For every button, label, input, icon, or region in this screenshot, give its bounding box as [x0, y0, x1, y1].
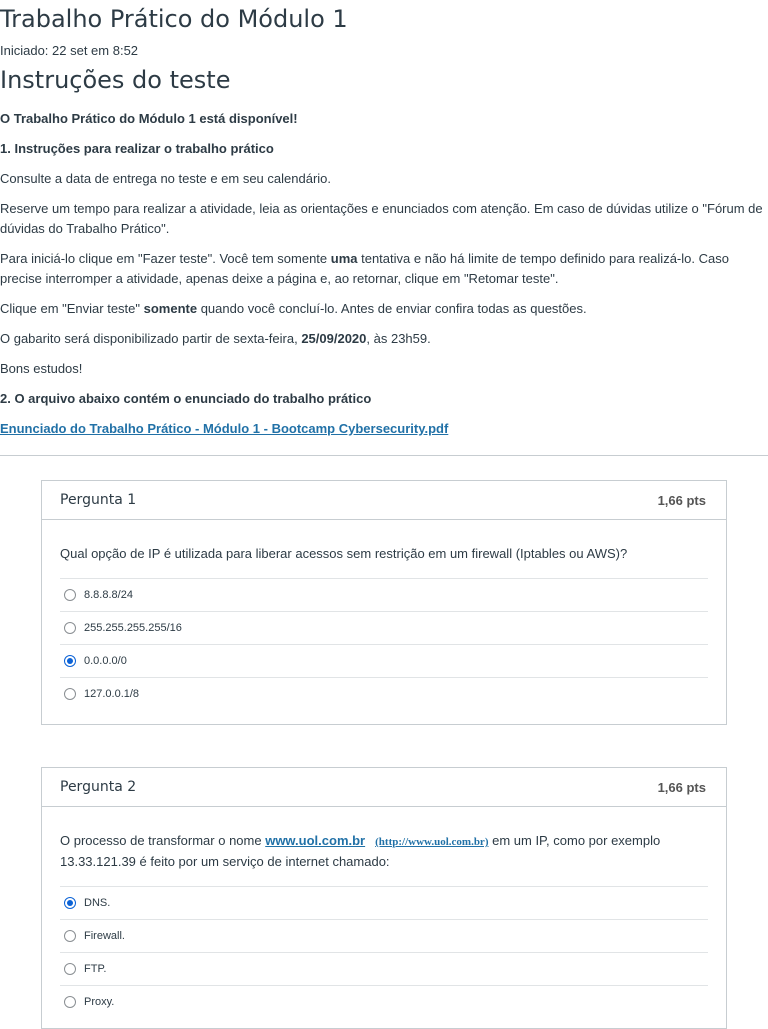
p3-emphasis: uma [330, 251, 358, 266]
radio-button-selected[interactable] [64, 897, 76, 909]
answer-list [60, 578, 708, 710]
instruction-paragraph-5 [0, 329, 766, 349]
radio-button[interactable] [64, 963, 76, 975]
answer-label: Firewall. [84, 930, 125, 942]
file-link-paragraph [0, 419, 766, 439]
answer-option[interactable] [60, 952, 708, 985]
p3-text-c: tentativa e não há limite de tempo definido para realizá-lo. Caso precise interromper a atividade, apenas deixe a página e, ao retornar, clique em "Retomar teste". [0, 251, 729, 286]
answer-option[interactable] [60, 677, 708, 710]
question-points: 1,66 pts [657, 779, 706, 795]
file-download-link[interactable]: Enunciado do Trabalho Prático - Módulo 1 - Bootcamp Cybersecurity.pdf [0, 421, 449, 436]
answer-option[interactable] [60, 985, 708, 1018]
p5-text-a: O gabarito será disponibilizado partir de sexta-feira, [0, 331, 302, 346]
radio-button-selected[interactable] [64, 655, 76, 667]
question-text-b: em um IP, como por exemplo 13.33.121.39 é feito por um serviço de internet chamado: [60, 833, 661, 869]
answer-list [60, 886, 708, 1018]
question-card-2 [41, 767, 727, 1029]
uol-url-link[interactable]: (http://www.uol.com.br) [375, 836, 489, 848]
p4-text-a: Clique em "Enviar teste" [0, 301, 144, 316]
uol-link[interactable]: www.uol.com.br [265, 833, 366, 848]
question-header [42, 768, 726, 807]
answer-option[interactable] [60, 644, 708, 677]
section-divider [0, 455, 768, 456]
question-body [42, 520, 726, 710]
question-card-1 [41, 480, 727, 725]
question-text: Qual opção de IP é utilizada para liberar acessos sem restrição em um firewall (Iptables ou AWS)? [60, 546, 628, 561]
answer-option[interactable] [60, 611, 708, 644]
question-header [42, 481, 726, 520]
answer-label: FTP. [84, 963, 107, 975]
p5-text-c: , às 23h59. [366, 331, 431, 346]
p4-text-c: quando você concluí-lo. Antes de enviar confira todas as questões. [197, 301, 587, 316]
instruction-paragraph-6: Bons estudos! [0, 361, 83, 376]
section1-title: 1. Instruções para realizar o trabalho prático [0, 141, 274, 156]
p4-emphasis: somente [143, 301, 198, 316]
answer-option[interactable] [60, 919, 708, 952]
answer-label: 255.255.255.255/16 [84, 622, 182, 634]
instructions-intro: O Trabalho Prático do Módulo 1 está disponível! [0, 111, 298, 126]
answer-label: DNS. [84, 897, 111, 909]
radio-button[interactable] [64, 688, 76, 700]
question-text [60, 831, 708, 872]
answer-label: Proxy. [84, 996, 115, 1008]
answer-label: 0.0.0.0/0 [84, 655, 127, 667]
p3-text-a: Para iniciá-lo clique em "Fazer teste". Você tem somente [0, 251, 331, 266]
question-body [42, 807, 726, 1018]
page-title: Trabalho Prático do Módulo 1 [0, 5, 348, 33]
instruction-paragraph-2: Reserve um tempo para realizar a atividade, leia as orientações e enunciados com atenção. Em caso de dúvidas utilize o "Fórum de dúvidas do Trabalho Prático". [0, 201, 763, 236]
answer-option[interactable] [60, 578, 708, 611]
instruction-paragraph-3 [0, 249, 766, 289]
instruction-paragraph-1: Consulte a data de entrega no teste e em seu calendário. [0, 171, 331, 186]
radio-button[interactable] [64, 622, 76, 634]
started-timestamp: Iniciado: 22 set em 8:52 [0, 43, 139, 58]
instructions-heading: Instruções do teste [0, 66, 231, 94]
instructions-body [0, 109, 766, 449]
question-name: Pergunta 1 [60, 492, 137, 508]
p5-date: 25/09/2020 [301, 331, 367, 346]
question-text-a: O processo de transformar o nome [60, 833, 266, 848]
answer-option[interactable] [60, 886, 708, 919]
answer-label: 127.0.0.1/8 [84, 688, 140, 700]
question-footer-spacer [42, 710, 726, 724]
section2-title: 2. O arquivo abaixo contém o enunciado do trabalho prático [0, 391, 372, 406]
radio-button[interactable] [64, 589, 76, 601]
radio-button[interactable] [64, 996, 76, 1008]
question-name: Pergunta 2 [60, 779, 137, 795]
instruction-paragraph-4 [0, 299, 766, 319]
radio-button[interactable] [64, 930, 76, 942]
question-points: 1,66 pts [657, 492, 706, 508]
answer-label: 8.8.8.8/24 [84, 589, 133, 601]
